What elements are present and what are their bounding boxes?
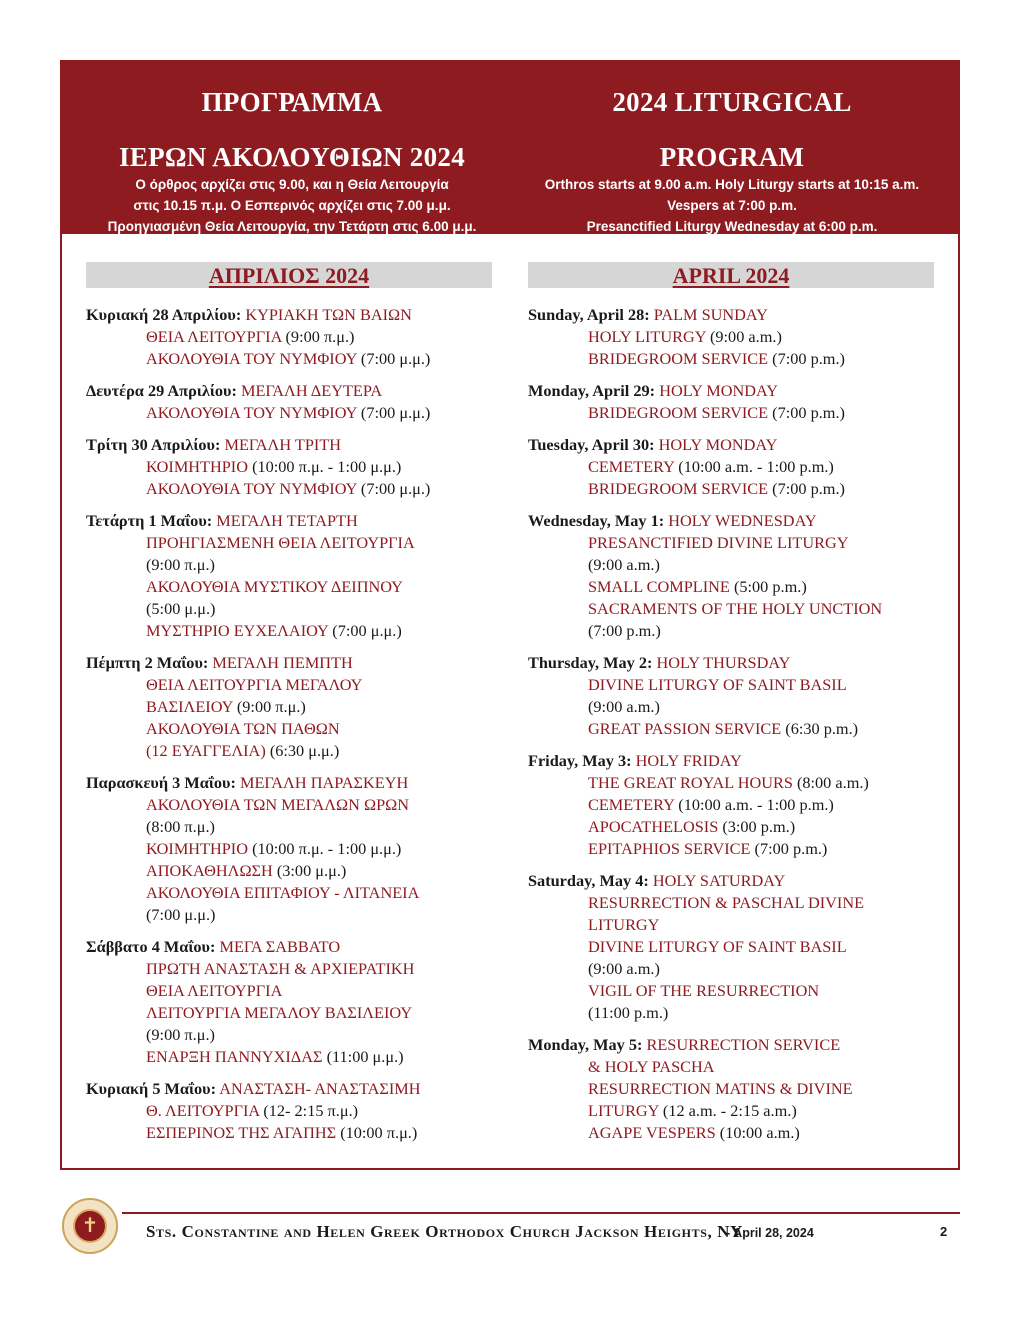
service-line: [528, 696, 934, 718]
schedule-entry: [86, 772, 492, 926]
service-name: BRIDEGROOM SERVICE: [588, 479, 769, 498]
service-line: [528, 598, 934, 620]
entry-day-line: [86, 936, 492, 958]
service-time: (9:00 a.m.): [588, 555, 660, 574]
service-line: [528, 402, 934, 424]
service-line: [86, 696, 492, 718]
entry-title: HOLY WEDNESDAY: [668, 511, 817, 530]
entry-day-line: [86, 1078, 492, 1100]
service-time: (10:00 a.m. - 1:00 p.m.): [674, 457, 834, 476]
service-name: HOLY LITURGY: [588, 327, 706, 346]
service-name: ΑΚΟΛΟΥΘΙΑ ΕΠΙΤΑΦΙΟΥ - ΛΙΤΑΝΕΙΑ: [146, 883, 420, 902]
service-line: [86, 794, 492, 816]
entry-title: ΜΕΓΑΛΗ ΠΕΜΠΤΗ: [212, 653, 353, 672]
service-time: (10:00 π.μ. - 1:00 μ.μ.): [248, 839, 402, 858]
service-line: [86, 980, 492, 1002]
service-time: (9:00 a.m.): [588, 697, 660, 716]
service-line: [528, 554, 934, 576]
service-name: SACRAMENTS OF THE HOLY UNCTION: [588, 599, 883, 618]
service-line: [528, 620, 934, 642]
service-time: (7:00 p.m.): [768, 403, 845, 422]
entry-title: HOLY FRIDAY: [635, 751, 742, 770]
english-subtitle-line: Presanctified Liturgy Wednesday at 6:00 p.m.: [586, 219, 878, 234]
service-line: [528, 794, 934, 816]
service-time: (7:00 μ.μ.): [146, 905, 216, 924]
cross-icon: ✝: [81, 1215, 99, 1237]
service-name: ΜΥΣΤΗΡΙΟ ΕΥΧΕΛΑΙΟΥ: [146, 621, 329, 640]
service-name: VIGIL OF THE RESURRECTION: [588, 981, 820, 1000]
service-line: [86, 904, 492, 926]
service-line: [86, 718, 492, 740]
service-name: ΑΚΟΛΟΥΘΙΑ ΤΩΝ ΠΑΘΩΝ: [146, 719, 340, 738]
service-time: (7:00 μ.μ.): [328, 621, 402, 640]
church-seal-icon: [62, 1198, 118, 1254]
entry-day: Παρασκευή 3 Μαΐου:: [86, 773, 236, 792]
service-time: (9:00 π.μ.): [232, 697, 306, 716]
service-name: (12 ΕΥΑΓΓΕΛΙΑ): [146, 741, 266, 760]
service-time: (10:00 a.m. - 1:00 p.m.): [674, 795, 834, 814]
english-month-heading: APRIL 2024: [528, 262, 934, 288]
greek-banner: [72, 62, 512, 237]
schedule-entry: [528, 380, 934, 424]
schedule-frame: [60, 60, 960, 1170]
schedule-entry: [86, 1078, 492, 1144]
entry-day: Wednesday, May 1:: [528, 511, 665, 530]
entry-title: ΜΕΓΑΛΗ ΔΕΥΤΕΡΑ: [240, 381, 383, 400]
service-time: (7:00 p.m.): [750, 839, 828, 858]
entry-day: Δευτέρα 29 Απριλίου:: [86, 381, 237, 400]
service-time: (3:00 μ.μ.): [272, 861, 347, 880]
service-line: [528, 326, 934, 348]
service-time: (7:00 μ.μ.): [356, 403, 431, 422]
entry-title: HOLY THURSDAY: [656, 653, 791, 672]
english-column: [528, 262, 934, 1154]
english-banner: [512, 62, 952, 237]
schedule-entry: [528, 1034, 934, 1144]
service-name: ΑΚΟΛΟΥΘΙΑ ΤΩΝ ΜΕΓΑΛΩΝ ΩΡΩΝ: [146, 795, 409, 814]
service-line: [528, 348, 934, 370]
english-title-line-2: PROGRAM: [659, 142, 805, 172]
service-name: ΠΡΩΤΗ ΑΝΑΣΤΑΣΗ & ΑΡΧΙΕΡΑΤΙΚΗ: [146, 959, 415, 978]
page-number: 2: [940, 1224, 948, 1239]
service-line: [528, 674, 934, 696]
schedule-entry: [86, 936, 492, 1068]
service-name: APOCATHELOSIS: [588, 817, 719, 836]
entry-day-line: [528, 870, 934, 892]
service-line: [528, 980, 934, 1002]
header-banner: [62, 62, 958, 234]
entry-day-line: [86, 380, 492, 402]
greek-column: [86, 262, 492, 1154]
entry-day-line: [86, 304, 492, 326]
service-line: [86, 348, 492, 370]
english-subtitle-line: Orthros starts at 9.00 a.m. Holy Liturgy starts at 10:15 a.m.: [544, 177, 920, 192]
service-line: [528, 1100, 934, 1122]
entry-day: Monday, May 5:: [528, 1035, 643, 1054]
service-time: (10:00 π.μ. - 1:00 μ.μ.): [248, 457, 402, 476]
service-name: ΠΡΟΗΓΙΑΣΜΕΝΗ ΘΕΙΑ ΛΕΙΤΟΥΡΓΙΑ: [146, 533, 415, 552]
greek-subtitle-line: στις 10.15 π.μ. Ο Εσπερινός αρχίζει στις 7.00 μ.μ.: [133, 198, 451, 213]
entry-day-line: [528, 1034, 934, 1056]
service-line: [86, 532, 492, 554]
service-time: (8:00 π.μ.): [146, 817, 215, 836]
service-line: [86, 1122, 492, 1144]
service-line: [528, 892, 934, 914]
schedule-entry: [528, 750, 934, 860]
service-line: [528, 838, 934, 860]
greek-subtitle-line: Ο όρθρος αρχίζει στις 9.00, και η Θεία Λειτουργία: [135, 177, 449, 192]
entry-day: Tuesday, April 30:: [528, 435, 655, 454]
entry-day: Thursday, May 2:: [528, 653, 653, 672]
service-time: (10:00 π.μ.): [336, 1123, 418, 1142]
service-line: [86, 402, 492, 424]
service-name: ΕΣΠΕΡΙΝΟΣ ΤΗΣ ΑΓΑΠΗΣ: [146, 1123, 337, 1142]
service-name: RESURRECTION & PASCHAL DIVINE: [588, 893, 865, 912]
service-name: BRIDEGROOM SERVICE: [588, 403, 769, 422]
service-name: CEMETERY: [588, 795, 675, 814]
service-name: THE GREAT ROYAL HOURS: [588, 773, 793, 792]
service-line: [528, 1078, 934, 1100]
entry-title: ΜΕΓΑΛΗ ΠΑΡΑΣΚΕΥΗ: [239, 773, 409, 792]
entry-day-line: [528, 510, 934, 532]
greek-entries: [86, 304, 492, 1144]
entry-day: Τετάρτη 1 Μαΐου:: [86, 511, 213, 530]
service-name: ΚΟΙΜΗΤΗΡΙΟ: [146, 839, 248, 858]
service-name: ΕΝΑΡΞΗ ΠΑΝΝΥΧΙΔΑΣ: [146, 1047, 323, 1066]
service-line: [528, 936, 934, 958]
service-name: & HOLY PASCHA: [588, 1057, 715, 1076]
entry-day-line: [528, 652, 934, 674]
service-line: [86, 598, 492, 620]
entry-day: Σάββατο 4 Μαΐου:: [86, 937, 216, 956]
service-name: BRIDEGROOM SERVICE: [588, 349, 769, 368]
entry-title: ΚΥΡΙΑΚΗ ΤΩΝ ΒΑΙΩΝ: [245, 305, 412, 324]
seal-center: [73, 1209, 107, 1243]
service-name: ΑΚΟΛΟΥΘΙΑ ΜΥΣΤΙΚΟΥ ΔΕΙΠΝΟΥ: [146, 577, 403, 596]
entry-day-line: [86, 434, 492, 456]
entry-day: Sunday, April 28:: [528, 305, 650, 324]
greek-title-line-2: ΙΕΡΩΝ ΑΚΟΛΟΥΘΙΩΝ 2024: [118, 142, 466, 172]
service-time: (7:00 p.m.): [588, 621, 661, 640]
english-subtitle: [512, 174, 952, 237]
service-time: (6:30 μ.μ.): [265, 741, 340, 760]
service-time: (9:00 a.m.): [588, 959, 660, 978]
greek-subtitle: [72, 174, 512, 237]
service-name: ΑΚΟΛΟΥΘΙΑ ΤΟΥ ΝΥΜΦΙΟΥ: [146, 403, 357, 422]
service-line: [528, 914, 934, 936]
footer-date: - April 28, 2024: [726, 1226, 814, 1240]
service-line: [528, 772, 934, 794]
service-time: (5:00 μ.μ.): [146, 599, 216, 618]
service-name: PRESANCTIFIED DIVINE LITURGY: [588, 533, 849, 552]
service-name: LITURGY: [588, 1101, 659, 1120]
service-name: DIVINE LITURGY OF SAINT BASIL: [588, 675, 847, 694]
service-line: [86, 860, 492, 882]
english-entries: [528, 304, 934, 1144]
service-line: [86, 620, 492, 642]
service-time: (10:00 a.m.): [715, 1123, 800, 1142]
service-name: ΛΕΙΤΟΥΡΓΙΑ ΜΕΓΑΛΟΥ ΒΑΣΙΛΕΙΟΥ: [146, 1003, 413, 1022]
entry-day: Πέμπτη 2 Μαΐου:: [86, 653, 209, 672]
entry-title: PALM SUNDAY: [653, 305, 768, 324]
service-time: (7:00 μ.μ.): [356, 479, 431, 498]
service-name: AGAPE VESPERS: [588, 1123, 716, 1142]
service-name: CEMETERY: [588, 457, 675, 476]
service-line: [86, 674, 492, 696]
service-time: (9:00 a.m.): [705, 327, 782, 346]
schedule-entry: [86, 434, 492, 500]
service-name: RESURRECTION MATINS & DIVINE: [588, 1079, 853, 1098]
entry-day-line: [528, 750, 934, 772]
service-time: (7:00 p.m.): [768, 349, 845, 368]
schedule-entry: [86, 304, 492, 370]
service-line: [86, 478, 492, 500]
service-name: GREAT PASSION SERVICE: [588, 719, 782, 738]
schedule-entry: [86, 380, 492, 424]
entry-day-line: [528, 380, 934, 402]
service-name: ΑΚΟΛΟΥΘΙΑ ΤΟΥ ΝΥΜΦΙΟΥ: [146, 479, 357, 498]
entry-day-line: [86, 772, 492, 794]
service-line: [528, 816, 934, 838]
service-name: ΑΠΟΚΑΘΗΛΩΣΗ: [146, 861, 273, 880]
entry-day: Saturday, May 4:: [528, 871, 649, 890]
service-name: Θ. ΛΕΙΤΟΥΡΓΙΑ: [146, 1101, 260, 1120]
entry-title: ΜΕΓΑΛΗ ΤΕΤΑΡΤΗ: [216, 511, 358, 530]
greek-subtitle-line: Προηγιασμένη Θεία Λειτουργία, την Τετάρτη στις 6.00 μ.μ.: [107, 219, 477, 234]
footer-church-name: Sts. Constantine and Helen Greek Orthodox Church Jackson Heights, NY: [146, 1222, 743, 1241]
greek-month-heading: ΑΠΡΙΛΙΟΣ 2024: [86, 262, 492, 288]
service-time: (5:00 p.m.): [729, 577, 807, 596]
entry-day: Κυριακή 5 Μαΐου:: [86, 1079, 217, 1098]
entry-title: HOLY MONDAY: [658, 435, 778, 454]
service-line: [86, 576, 492, 598]
entry-day: Κυριακή 28 Απριλίου:: [86, 305, 242, 324]
schedule-entry: [528, 652, 934, 740]
english-title-line-1: 2024 LITURGICAL: [612, 87, 852, 117]
service-name: ΘΕΙΑ ΛΕΙΤΟΥΡΓΙΑ ΜΕΓΑΛΟΥ: [146, 675, 363, 694]
entry-day-line: [86, 510, 492, 532]
service-line: [86, 1046, 492, 1068]
entry-title: RESURRECTION SERVICE: [646, 1035, 841, 1054]
schedule-entry: [86, 652, 492, 762]
service-line: [86, 882, 492, 904]
service-line: [528, 1056, 934, 1078]
service-line: [86, 740, 492, 762]
greek-title-line-1: ΠΡΟΓΡΑΜΜΑ: [201, 87, 383, 117]
service-name: ΘΕΙΑ ΛΕΙΤΟΥΡΓΙΑ: [146, 981, 283, 1000]
service-line: [86, 1002, 492, 1024]
entry-day: Τρίτη 30 Απριλίου:: [86, 435, 221, 454]
entry-day-line: [86, 652, 492, 674]
schedule-entry: [528, 870, 934, 1024]
service-line: [86, 554, 492, 576]
service-line: [86, 838, 492, 860]
service-line: [86, 456, 492, 478]
service-line: [528, 1122, 934, 1144]
service-name: ΘΕΙΑ ΛΕΙΤΟΥΡΓΙΑ: [146, 327, 282, 346]
entry-title: HOLY SATURDAY: [652, 871, 786, 890]
service-time: (9:00 π.μ.): [281, 327, 355, 346]
service-time: (11:00 μ.μ.): [322, 1047, 404, 1066]
service-line: [528, 576, 934, 598]
service-line: [528, 478, 934, 500]
entry-day-line: [528, 434, 934, 456]
entry-title: ΜΕΓΑΛΗ ΤΡΙΤΗ: [224, 435, 342, 454]
service-line: [86, 1100, 492, 1122]
service-time: (9:00 π.μ.): [146, 555, 215, 574]
entry-day: Monday, April 29:: [528, 381, 656, 400]
service-name: EPITAPHIOS SERVICE: [588, 839, 751, 858]
schedule-entry: [528, 304, 934, 370]
service-line: [528, 456, 934, 478]
schedule-entry: [86, 510, 492, 642]
service-name: ΒΑΣΙΛΕΙΟΥ: [146, 697, 233, 716]
service-line: [528, 958, 934, 980]
schedule-entry: [528, 510, 934, 642]
service-line: [528, 718, 934, 740]
service-name: ΚΟΙΜΗΤΗΡΙΟ: [146, 457, 248, 476]
service-time: (12 a.m. - 2:15 a.m.): [658, 1101, 797, 1120]
footer-rule: [122, 1212, 960, 1214]
service-line: [86, 1024, 492, 1046]
service-time: (3:00 p.m.): [718, 817, 796, 836]
service-time: (7:00 p.m.): [768, 479, 845, 498]
service-time: (7:00 μ.μ.): [356, 349, 431, 368]
service-name: ΑΚΟΛΟΥΘΙΑ ΤΟΥ ΝΥΜΦΙΟΥ: [146, 349, 357, 368]
service-name: LITURGY: [588, 915, 660, 934]
service-time: (9:00 π.μ.): [146, 1025, 215, 1044]
schedule-entry: [528, 434, 934, 500]
service-line: [528, 1002, 934, 1024]
entry-title: ΜΕΓΑ ΣΑΒΒΑΤΟ: [219, 937, 341, 956]
english-subtitle-line: Vespers at 7:00 p.m.: [667, 198, 797, 213]
entry-day-line: [528, 304, 934, 326]
entry-title: HOLY MONDAY: [659, 381, 779, 400]
service-line: [528, 532, 934, 554]
service-time: (12- 2:15 π.μ.): [259, 1101, 359, 1120]
service-name: DIVINE LITURGY OF SAINT BASIL: [588, 937, 847, 956]
service-time: (11:00 p.m.): [588, 1003, 669, 1022]
service-name: SMALL COMPLINE: [588, 577, 730, 596]
service-line: [86, 326, 492, 348]
service-line: [86, 958, 492, 980]
service-line: [86, 816, 492, 838]
service-time: (6:30 p.m.): [781, 719, 859, 738]
service-time: (8:00 a.m.): [792, 773, 869, 792]
entry-day: Friday, May 3:: [528, 751, 632, 770]
entry-title: ΑΝΑΣΤΑΣΗ- ΑΝΑΣΤΑΣΙΜΗ: [219, 1079, 421, 1098]
